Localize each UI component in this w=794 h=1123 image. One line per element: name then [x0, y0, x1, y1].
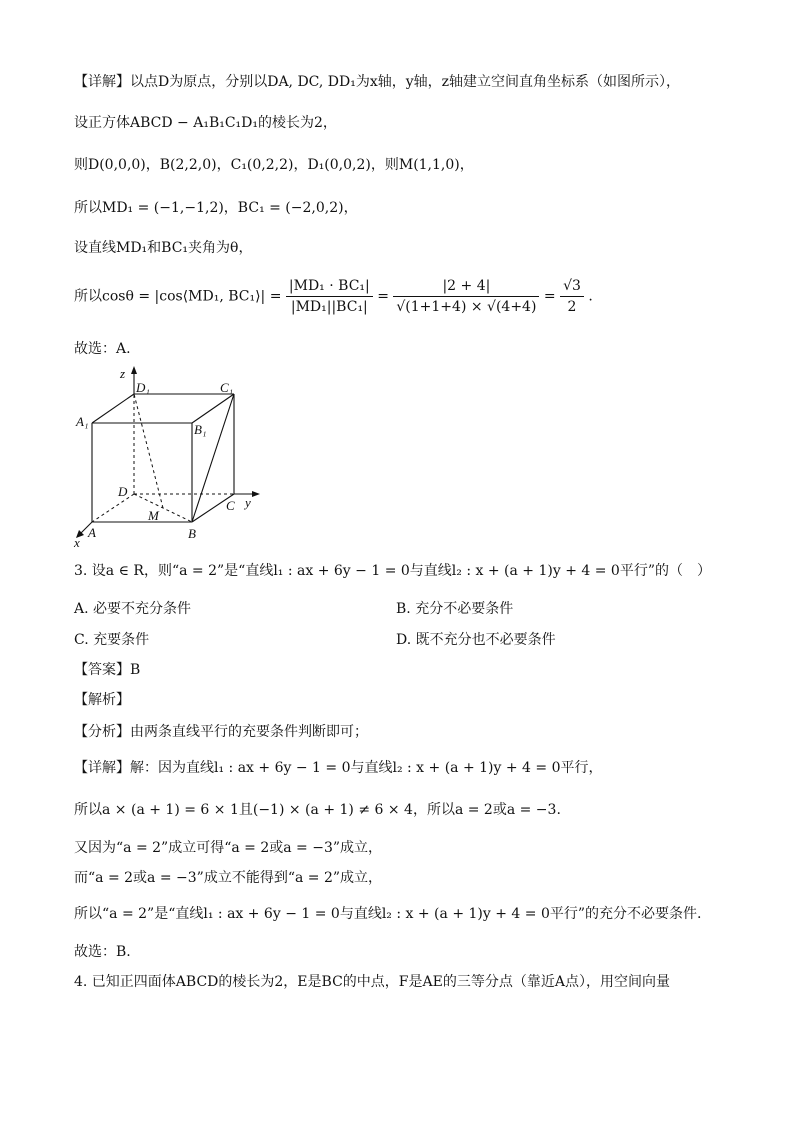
label-B: B	[188, 526, 196, 541]
cube-figure	[70, 362, 270, 547]
q3-detail-4: 而“a = 2或a = −3”成立不能得到“a = 2”成立，	[74, 870, 383, 886]
detail-line-7: 故选：A.	[74, 341, 131, 357]
fraction-result	[560, 276, 584, 317]
detail-line-3: 则D(0,0,0)，B(2,2,0)，C₁(0,2,2)，D₁(0,0,2)，则M(1,1,0)，	[74, 157, 474, 173]
edge-A1-D1	[92, 394, 134, 423]
detail-line-4: 所以MD₁ = (−1,−1,2)，BC₁ = (−2,0,2)，	[74, 200, 358, 216]
label-C: C	[226, 498, 235, 513]
detail-line-2: 设正方体ABCD − A₁B₁C₁D₁的棱长为2，	[74, 115, 337, 131]
edge-B1-C1	[192, 394, 234, 423]
axis-z-arrow	[131, 366, 137, 374]
q3-option-a: A. 必要不充分条件	[74, 601, 192, 617]
q3-option-c: C. 充要条件	[74, 632, 150, 648]
label-D: D	[118, 484, 128, 499]
fraction-numerator: |MD₁ · BC₁|	[286, 276, 373, 297]
label-x: x	[74, 535, 80, 547]
equals-sign: =	[543, 288, 556, 305]
fraction-denominator: |MD₁||BC₁|	[290, 299, 368, 315]
fraction-denominator: √(1+1+4) × √(4+4)	[396, 299, 537, 315]
fraction-numeric	[393, 276, 539, 317]
period: .	[588, 288, 593, 305]
label-A1: A₁	[76, 414, 89, 429]
cosine-formula-line	[74, 276, 593, 317]
q3-option-d: D. 既不充分也不必要条件	[396, 632, 556, 648]
q3-analysis: 【分析】由两条直线平行的充要条件判断即可；	[74, 724, 368, 740]
q3-detail-3: 又因为“a = 2”成立可得“a = 2或a = −3”成立，	[74, 840, 383, 856]
q3-analysis-title: 【解析】	[74, 692, 130, 708]
axis-y-arrow	[252, 491, 260, 497]
q3-option-b: B. 充分不必要条件	[396, 601, 514, 617]
label-A: A	[88, 525, 96, 540]
label-C1: C₁	[220, 380, 234, 395]
q3-answer: 【答案】B	[74, 662, 141, 678]
cosine-prefix: 所以cosθ = |cos⟨MD₁, BC₁⟩| =	[74, 288, 282, 305]
hidden-segment-M-D1	[134, 394, 163, 508]
fraction-dot-over-norms	[286, 276, 373, 317]
fraction-numerator: |2 + 4|	[393, 276, 539, 297]
detail-line-1: 【详解】以点D为原点，分别以DA, DC, DD₁为x轴，y轴，z轴建立空间直角坐标系（如图所示），	[74, 74, 681, 90]
q3-detail-5: 所以“a = 2”是“直线l₁ : ax + 6y − 1 = 0与直线l₂ : x + (a + 1)y + 4 = 0平行”的充分不必要条件.	[74, 906, 702, 922]
label-z: z	[120, 366, 126, 381]
q4-stem: 4. 已知正四面体ABCD的棱长为2，E是BC的中点，F是AE的三等分点（靠近A点），用空间向量	[74, 974, 670, 990]
fraction-numerator: √3	[560, 276, 584, 297]
fraction-denominator: 2	[567, 299, 577, 315]
q3-detail-2: 所以a × (a + 1) = 6 × 1且(−1) × (a + 1) ≠ 6 × 4，所以a = 2或a = −3.	[74, 802, 561, 818]
label-y: y	[245, 495, 251, 510]
q3-detail-1: 【详解】解：因为直线l₁ : ax + 6y − 1 = 0与直线l₂ : x + (a + 1)y + 4 = 0平行，	[74, 760, 603, 776]
label-M: M	[148, 508, 159, 523]
equals-sign: =	[377, 288, 389, 305]
label-B1: B₁	[194, 422, 207, 437]
hidden-edge-D-A	[92, 494, 134, 522]
q3-stem: 3. 设a ∈ R，则“a = 2”是“直线l₁ : ax + 6y − 1 = 0与直线l₂ : x + (a + 1)y + 4 = 0平行”的（ ）	[74, 563, 711, 579]
detail-line-5: 设直线MD₁和BC₁夹角为θ，	[74, 240, 253, 256]
q3-detail-6: 故选：B.	[74, 944, 131, 960]
label-D1: D₁	[136, 380, 150, 395]
